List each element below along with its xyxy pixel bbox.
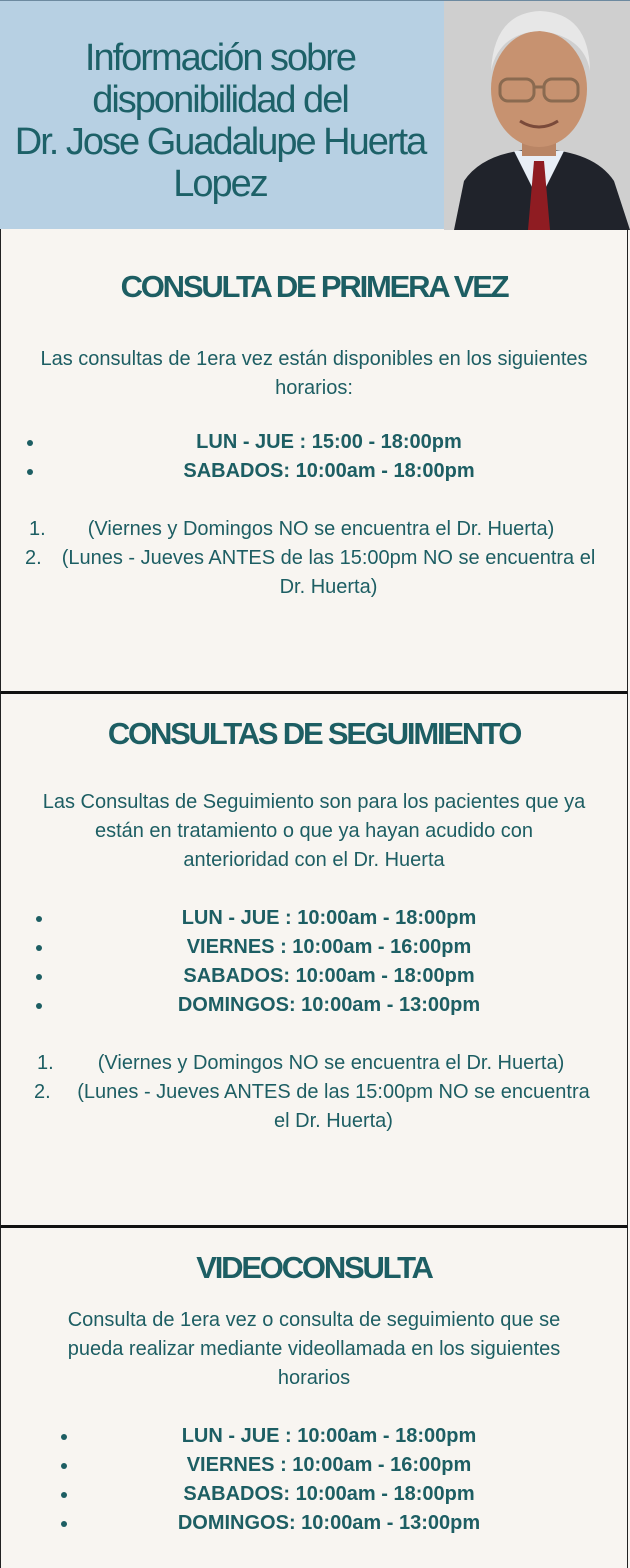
section-title: CONSULTAS DE SEGUIMIENTO	[107, 716, 521, 751]
schedule-text: LUN - JUE : 10:00am - 18:00pm	[181, 907, 477, 929]
schedule-list	[1, 1422, 627, 1538]
schedule-text: DOMINGOS: 10:00am - 13:00pm	[177, 994, 481, 1016]
intro-line: Las Consultas de Seguimiento son para los pacientes que ya	[42, 791, 586, 813]
schedule-text: DOMINGOS: 10:00am - 13:00pm	[177, 1512, 481, 1534]
bullet-icon	[27, 469, 33, 475]
schedule-item	[1, 962, 627, 991]
bullet-icon	[36, 1003, 42, 1009]
schedule-item	[1, 991, 627, 1020]
schedule-text: LUN - JUE : 10:00am - 18:00pm	[181, 1425, 477, 1447]
schedule-item	[1, 904, 627, 933]
section-intro	[9, 345, 619, 403]
schedule-text: LUN - JUE : 15:00 - 18:00pm	[196, 431, 462, 453]
note-item	[1, 544, 616, 602]
title-line: Información sobre	[84, 37, 356, 79]
doctor-portrait	[444, 1, 630, 230]
note-number: 2.	[34, 1081, 51, 1103]
intro-line: están en tratamiento o que ya hayan acudido con	[94, 820, 534, 842]
schedule-item	[1, 428, 627, 457]
schedule-item	[1, 457, 627, 486]
section-intro	[9, 788, 619, 875]
note-item	[1, 515, 581, 544]
bullet-icon	[61, 1463, 67, 1469]
section-intro	[9, 1306, 619, 1393]
intro-line: anterioridad con el Dr. Huerta	[183, 849, 445, 871]
note-number: 1.	[29, 518, 46, 540]
section-videoconsulta	[0, 1228, 628, 1568]
note-text: (Viernes y Domingos NO se encuentra el Dr. Huerta)	[87, 518, 555, 540]
bullet-icon	[61, 1492, 67, 1498]
schedule-list	[1, 428, 627, 486]
schedule-text: SABADOS: 10:00am - 18:00pm	[183, 1483, 475, 1505]
title-line: disponibilidad del	[92, 79, 348, 121]
notes-list	[1, 515, 627, 602]
schedule-text: SABADOS: 10:00am - 18:00pm	[183, 460, 475, 482]
note-text: el Dr. Huerta)	[274, 1110, 393, 1132]
note-text: (Lunes - Jueves ANTES de las 15:00pm NO se encuentra el	[61, 547, 596, 569]
note-item	[1, 1049, 591, 1078]
note-text: Dr. Huerta)	[279, 576, 378, 598]
schedule-item	[1, 933, 627, 962]
doctor-portrait-illustration	[444, 1, 630, 230]
intro-line: horarios	[277, 1367, 351, 1389]
section-title: VIDEOCONSULTA	[196, 1250, 432, 1285]
schedule-item	[1, 1422, 627, 1451]
schedule-text: VIERNES : 10:00am - 16:00pm	[186, 1454, 472, 1476]
section-seguimiento	[0, 694, 628, 1228]
intro-line: horarios:	[275, 377, 353, 399]
bullet-icon	[61, 1521, 67, 1527]
schedule-item	[1, 1480, 627, 1509]
notes-list	[1, 1049, 627, 1136]
note-text: (Lunes - Jueves ANTES de las 15:00pm NO se encuentra	[77, 1081, 590, 1103]
note-text: (Viernes y Domingos NO se encuentra el Dr. Huerta)	[97, 1052, 565, 1074]
note-number: 2.	[25, 547, 42, 569]
bullet-icon	[36, 916, 42, 922]
intro-line: pueda realizar mediante videollamada en los siguientes	[67, 1338, 561, 1360]
title-line: Lopez	[173, 163, 267, 205]
note-item	[1, 1078, 611, 1136]
intro-line: Las consultas de 1era vez están disponibles en los siguientes	[40, 348, 588, 370]
bullet-icon	[27, 440, 33, 446]
note-number: 1.	[37, 1052, 54, 1074]
schedule-text: SABADOS: 10:00am - 18:00pm	[183, 965, 475, 987]
section-primera-vez	[0, 229, 628, 694]
page-title	[0, 37, 440, 205]
schedule-item	[1, 1509, 627, 1538]
schedule-item	[1, 1451, 627, 1480]
bullet-icon	[36, 945, 42, 951]
bullet-icon	[36, 974, 42, 980]
bullet-icon	[61, 1434, 67, 1440]
title-line: Dr. Jose Guadalupe Huerta	[14, 121, 426, 163]
schedule-list	[1, 904, 627, 1020]
header-banner	[0, 0, 630, 229]
schedule-text: VIERNES : 10:00am - 16:00pm	[186, 936, 472, 958]
intro-line: Consulta de 1era vez o consulta de seguimiento que se	[67, 1309, 561, 1331]
section-title: CONSULTA DE PRIMERA VEZ	[120, 269, 508, 304]
